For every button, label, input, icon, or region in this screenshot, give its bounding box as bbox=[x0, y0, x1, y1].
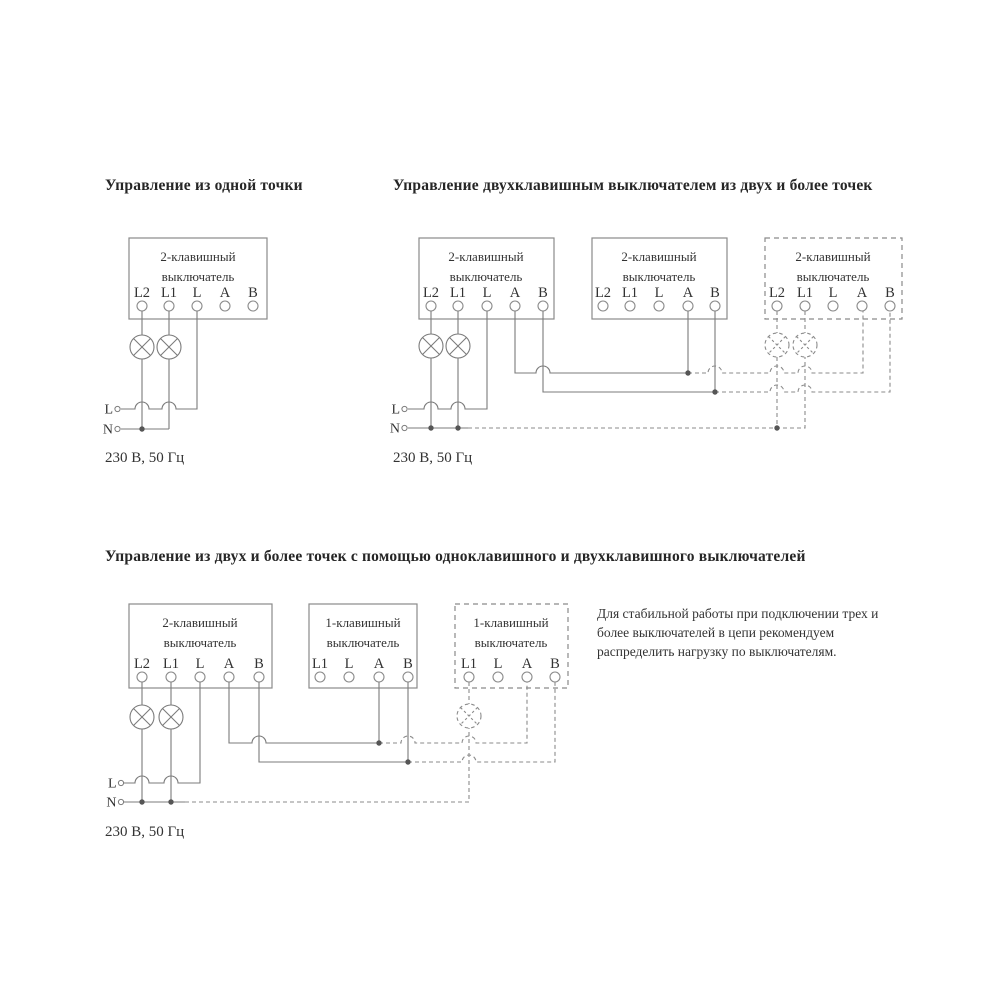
terminal-label-l: L bbox=[654, 285, 664, 301]
wire-a-bus-solid bbox=[515, 311, 688, 373]
power-rating: 230 В, 50 Гц bbox=[105, 824, 185, 840]
terminal-label-l: L bbox=[828, 285, 838, 301]
switch-box-2key bbox=[129, 604, 272, 688]
switch-label-line2: выключатель bbox=[161, 269, 235, 284]
terminal-label-l1: L1 bbox=[160, 285, 178, 301]
diagram-single-point bbox=[103, 177, 303, 466]
switch-box-2key-3-optional bbox=[765, 238, 902, 319]
lamp-icon-dashed bbox=[765, 333, 789, 357]
switch-label-line1: 1-клавишный bbox=[325, 615, 401, 630]
note-line-3: распределить нагрузку по выключателям. bbox=[597, 644, 837, 659]
terminal-label-l1: L1 bbox=[796, 285, 814, 301]
switch-label-line2: выключатель bbox=[474, 635, 548, 650]
wire-a-bus-dashed bbox=[379, 682, 527, 743]
terminal-label-b: B bbox=[248, 285, 258, 301]
diagram-title: Управление из одной точки bbox=[105, 177, 303, 194]
terminal-label-b: B bbox=[254, 656, 264, 672]
terminal-label-a: A bbox=[682, 285, 694, 301]
line-label-n: N bbox=[389, 421, 400, 437]
lamp-icon bbox=[446, 334, 470, 358]
switch-label-line2: выключатель bbox=[449, 269, 523, 284]
junction-dot bbox=[712, 389, 717, 394]
junction-dot bbox=[139, 426, 144, 431]
terminal-label-l1: L1 bbox=[449, 285, 467, 301]
switch-label-line2: выключатель bbox=[326, 635, 400, 650]
terminal-circles bbox=[772, 301, 895, 311]
supply-terminal-l bbox=[118, 780, 123, 785]
switch-label-line2: выключатель bbox=[163, 635, 237, 650]
junction-dot bbox=[405, 759, 410, 764]
supply-terminal-l bbox=[115, 406, 120, 411]
junction-dot bbox=[685, 370, 690, 375]
terminal-circles bbox=[598, 301, 720, 311]
terminal-label-l: L bbox=[482, 285, 492, 301]
wire-l-line bbox=[124, 682, 200, 783]
switch-label-line1: 1-клавишный bbox=[473, 615, 549, 630]
terminal-label-l: L bbox=[344, 656, 354, 672]
wire-l-line bbox=[121, 311, 197, 409]
lamp-icon-dashed bbox=[457, 704, 481, 728]
switch-label-line1: 2-клавишный bbox=[795, 249, 871, 264]
terminal-circles bbox=[315, 672, 413, 682]
lamp-icon bbox=[159, 705, 183, 729]
terminal-circles bbox=[137, 672, 264, 682]
supply-terminal-n bbox=[118, 799, 123, 804]
switch-box-2key-2 bbox=[592, 238, 727, 319]
terminal-circles bbox=[426, 301, 548, 311]
terminal-label-a: A bbox=[856, 285, 868, 301]
wires bbox=[408, 311, 890, 431]
junction-dot bbox=[774, 425, 779, 430]
wire-b-bus-solid bbox=[543, 311, 715, 392]
terminal-label-l: L bbox=[195, 656, 205, 672]
diagram-combo-multipoint bbox=[105, 548, 878, 840]
line-label-n: N bbox=[106, 795, 117, 811]
terminal-label-l1: L1 bbox=[460, 656, 478, 672]
terminal-label-b: B bbox=[710, 285, 720, 301]
junction-dot bbox=[455, 425, 460, 430]
switch-box-2key-1 bbox=[419, 238, 554, 319]
terminal-label-a: A bbox=[223, 656, 235, 672]
wire-b-bus-solid bbox=[259, 682, 408, 762]
terminal-label-a: A bbox=[521, 656, 533, 672]
diagram-title: Управление из двух и более точек с помощью одноклавишного и двухклавишного выключателей bbox=[105, 548, 806, 565]
power-rating: 230 В, 50 Гц bbox=[105, 450, 185, 466]
wire-b-bus-dashed bbox=[408, 682, 555, 762]
terminal-circles bbox=[464, 672, 560, 682]
switch-label-line2: выключатель bbox=[796, 269, 870, 284]
switch-box-1key bbox=[309, 604, 417, 688]
wires bbox=[121, 311, 197, 432]
line-label-n: N bbox=[102, 422, 113, 438]
supply-terminal-l bbox=[402, 406, 407, 411]
terminal-label-l2: L2 bbox=[133, 656, 151, 672]
note-line-2: более выключателей в цепи рекомендуем bbox=[597, 625, 835, 640]
terminal-label-b: B bbox=[550, 656, 560, 672]
terminal-label-b: B bbox=[538, 285, 548, 301]
terminal-circles bbox=[137, 301, 258, 311]
switch-box-1key-optional bbox=[455, 604, 568, 688]
lamp-icon bbox=[419, 334, 443, 358]
lamp-icon bbox=[130, 335, 154, 359]
terminal-label-l2: L2 bbox=[422, 285, 440, 301]
terminal-label-a: A bbox=[219, 285, 231, 301]
switch-label-line1: 2-клавишный bbox=[160, 249, 236, 264]
terminal-label-l2: L2 bbox=[133, 285, 151, 301]
wire-a-bus-solid bbox=[229, 682, 379, 743]
wire-l-line bbox=[408, 311, 487, 409]
terminal-label-a: A bbox=[509, 285, 521, 301]
line-label-l: L bbox=[104, 402, 113, 418]
terminal-label-l2: L2 bbox=[594, 285, 612, 301]
wires bbox=[124, 682, 555, 805]
switch-label-line2: выключатель bbox=[622, 269, 696, 284]
supply-terminal-n bbox=[115, 426, 120, 431]
switch-label-line1: 2-клавишный bbox=[162, 615, 238, 630]
terminal-label-l1: L1 bbox=[162, 656, 180, 672]
terminal-label-b: B bbox=[885, 285, 895, 301]
terminal-label-b: B bbox=[403, 656, 413, 672]
terminal-label-l2: L2 bbox=[768, 285, 786, 301]
terminal-label-l: L bbox=[493, 656, 503, 672]
junction-dot bbox=[428, 425, 433, 430]
junction-dot bbox=[168, 799, 173, 804]
terminal-label-l: L bbox=[192, 285, 202, 301]
switch-label-line1: 2-клавишный bbox=[448, 249, 524, 264]
terminal-label-a: A bbox=[373, 656, 385, 672]
terminal-label-l1: L1 bbox=[311, 656, 329, 672]
note-text bbox=[597, 606, 878, 659]
power-rating: 230 В, 50 Гц bbox=[393, 450, 473, 466]
diagram-two-key-multipoint bbox=[390, 177, 902, 466]
note-line-1: Для стабильной работы при подключении трех и bbox=[597, 606, 879, 621]
lamp-icon bbox=[130, 705, 154, 729]
junction-dot bbox=[139, 799, 144, 804]
terminal-label-l1: L1 bbox=[621, 285, 639, 301]
wire-n-line-dashed bbox=[185, 728, 469, 802]
line-label-l: L bbox=[391, 402, 400, 418]
diagram-title: Управление двухклавишным выключателем из двух и более точек bbox=[393, 177, 873, 194]
line-label-l: L bbox=[107, 776, 117, 792]
supply-terminal-n bbox=[402, 425, 407, 430]
lamp-icon bbox=[157, 335, 181, 359]
switch-label-line1: 2-клавишный bbox=[621, 249, 697, 264]
lamp-icon-dashed bbox=[793, 333, 817, 357]
junction-dot bbox=[376, 740, 381, 745]
switch-box-2key bbox=[129, 238, 267, 319]
